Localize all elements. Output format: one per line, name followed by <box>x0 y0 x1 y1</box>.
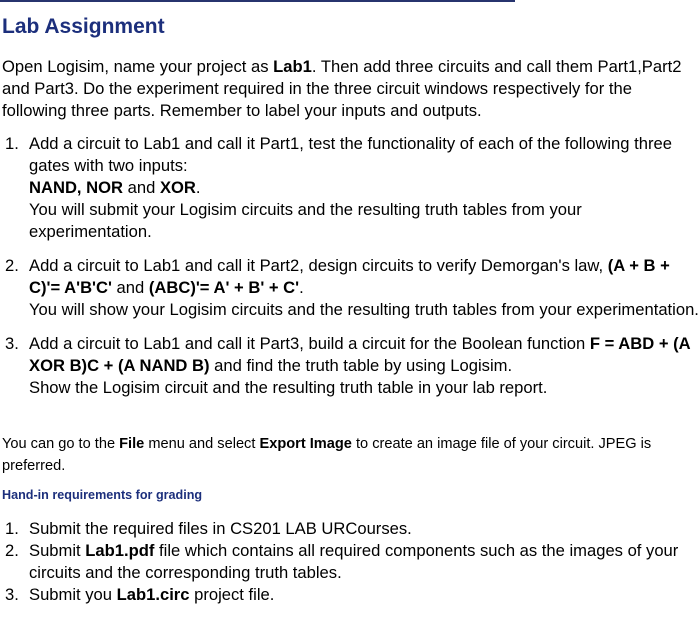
part-2-text: Add a circuit to Lab1 and call it Part2, design circuits to verify Demorgan's law, <box>29 256 608 275</box>
connector-text: and <box>111 278 149 297</box>
connector-text: and <box>123 178 160 197</box>
top-divider <box>0 0 515 2</box>
requirement-text: Submit you <box>29 585 117 604</box>
part-1-item <box>0 133 700 243</box>
requirements-heading: Hand-in requirements for grading <box>2 488 203 502</box>
note-text-mid: menu and select <box>144 436 260 452</box>
intro-paragraph <box>2 56 700 122</box>
part-number: 3. <box>5 334 19 353</box>
note-text-rest: to create an image file of your circuit. JPEG is preferred. <box>2 436 652 474</box>
part-3-submit-text: Show the Logisim circuit and the resulting truth table in your lab report. <box>29 378 548 397</box>
part-1-submit-text: You will submit your Logisim circuits and the resulting truth tables from your experimentation. <box>29 200 582 241</box>
requirement-number: 2. <box>5 541 19 560</box>
requirement-text: Submit the required files in CS201 LAB URCourses. <box>29 519 412 538</box>
parts-list <box>0 133 700 399</box>
requirement-item <box>0 540 700 584</box>
part-number: 1. <box>5 134 19 153</box>
part-3-item <box>0 333 700 399</box>
requirement-text-rest: file which contains all required components such as the images of your circuits and the corresponding truth tables. <box>29 541 679 582</box>
export-image-name: Export Image <box>259 436 352 452</box>
note-text: You can go to the <box>2 436 120 452</box>
circ-filename: Lab1.circ <box>116 585 190 604</box>
pdf-filename: Lab1.pdf <box>85 541 155 560</box>
boolean-function: F = ABD + (A XOR B)C + (A NAND B) <box>29 334 691 375</box>
requirement-item <box>0 584 700 606</box>
requirement-item <box>0 518 700 540</box>
demorgan-law-1: (A + B + C)'= A'B'C' <box>29 256 670 297</box>
punctuation: . <box>195 178 201 197</box>
part-1-text: Add a circuit to Lab1 and call it Part1, test the functionality of each of the following three gates with two inputs: <box>29 134 672 175</box>
part-3-text-rest: and find the truth table by using Logisim. <box>209 356 513 375</box>
part-number: 2. <box>5 256 19 275</box>
file-menu-name: File <box>119 436 145 452</box>
intro-text-rest: . Then add three circuits and call them Part1,Part2 and Part3. Do the experiment required in the three circuit windows respectively for the following three parts. Remember to label your inputs and outputs. <box>2 57 682 120</box>
export-note <box>2 433 700 477</box>
requirement-number: 3. <box>5 585 19 604</box>
gate-names: NAND, NOR <box>29 178 124 197</box>
requirement-text: Submit <box>29 541 86 560</box>
punctuation: . <box>299 278 304 297</box>
requirement-text-rest: project file. <box>189 585 275 604</box>
requirements-list <box>0 518 700 606</box>
part-3-text: Add a circuit to Lab1 and call it Part3, build a circuit for the Boolean function <box>29 334 590 353</box>
part-2-item <box>0 255 700 321</box>
gate-name-xor: XOR <box>159 178 196 197</box>
part-2-submit-text: You will show your Logisim circuits and the resulting truth tables from your experimentation. <box>29 300 699 319</box>
requirement-number: 1. <box>5 519 19 538</box>
project-name: Lab1 <box>273 57 312 76</box>
demorgan-law-2: (ABC)'= A' + B' + C' <box>148 278 300 297</box>
page-title: Lab Assignment <box>2 15 165 38</box>
intro-text: Open Logisim, name your project as <box>2 57 274 76</box>
